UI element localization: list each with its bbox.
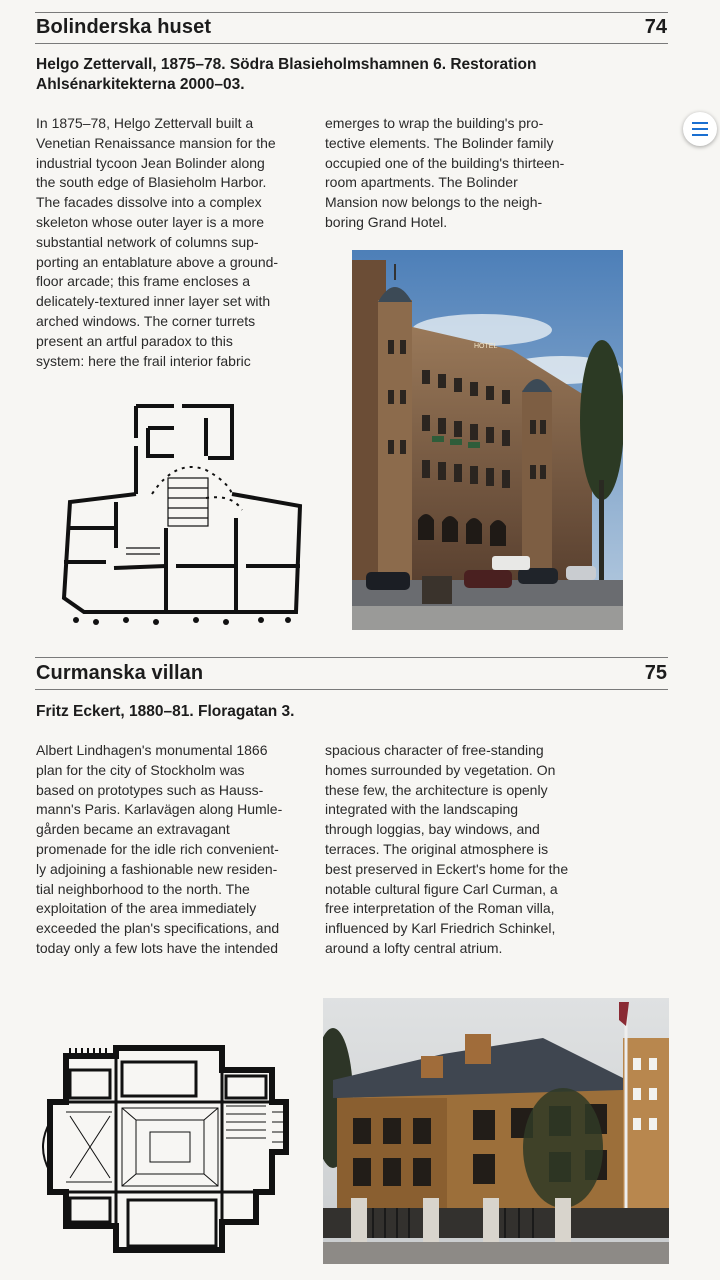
- text-line: influenced by Karl Friedrich Schinkel,: [325, 920, 556, 937]
- text-line: delicately-textured inner layer set with: [36, 293, 271, 310]
- text-line: promenade for the idle rich convenient-: [36, 840, 279, 857]
- text-line: through loggias, bay windows, and: [325, 821, 540, 838]
- text-line: arched windows. The corner turrets: [36, 312, 256, 329]
- text-line: today only a few lots have the intended: [36, 939, 279, 956]
- section-rule: [35, 657, 668, 658]
- text-line: skeleton whose outer layer is a more: [36, 213, 264, 230]
- text-line: the south edge of Blasieholm Harbor.: [36, 174, 267, 191]
- text-line: tial neighborhood to the north. The: [36, 880, 250, 897]
- text-line: system: here the frail interior fabric: [36, 352, 251, 369]
- floor-plan-74: [56, 398, 306, 630]
- text-column-right-74: [325, 114, 564, 233]
- text-line: plan for the city of Stockholm was: [36, 761, 245, 778]
- title-rule: [35, 689, 668, 690]
- floor-plan-75: [36, 1042, 292, 1258]
- top-rule: [35, 12, 668, 13]
- entry-number-74: 74: [644, 16, 667, 38]
- text-line: gården became an extravagant: [36, 821, 230, 838]
- text-line: In 1875–78, Helgo Zettervall built a: [36, 115, 254, 131]
- text-line: these few, the architecture is openly: [325, 781, 548, 798]
- text-line: based on prototypes such as Hauss-: [36, 781, 264, 798]
- text-line: room apartments. The Bolinder: [325, 174, 518, 191]
- text-line: terraces. The original atmosphere is: [325, 840, 549, 857]
- photo-sign-text: HOTEL: [474, 343, 498, 350]
- text-line: around a lofty central atrium.: [325, 939, 503, 956]
- meta-line: Fritz Eckert, 1880–81. Floragatan 3.: [36, 703, 295, 720]
- title-rule: [35, 43, 668, 44]
- text-line: tective elements. The Bolinder family: [325, 134, 554, 151]
- entry-title-74: Bolinderska huset: [36, 16, 212, 38]
- text-line: The facades dissolve into a complex: [36, 194, 262, 211]
- text-column-right-75: [325, 741, 568, 959]
- text-line: Albert Lindhagen's monumental 1866: [36, 742, 268, 758]
- menu-button[interactable]: [683, 112, 717, 146]
- entry-meta-74: [36, 55, 596, 95]
- text-line: free interpretation of the Roman villa,: [325, 900, 555, 917]
- text-column-left-74: [36, 114, 278, 371]
- text-line: spacious character of free-standing: [325, 742, 544, 758]
- text-line: industrial tycoon Jean Bolinder along: [36, 154, 265, 171]
- text-line: present an artful paradox to this: [36, 332, 233, 349]
- text-line: substantial network of columns sup-: [36, 233, 259, 250]
- meta-line: Ahlsénarkitekterna 2000–03.: [36, 76, 245, 93]
- text-line: exceeded the plan's specifications, and: [36, 920, 280, 937]
- text-column-left-75: [36, 741, 282, 959]
- text-line: Mansion now belongs to the neigh-: [325, 194, 543, 211]
- entry-title-75: Curmanska villan: [36, 662, 204, 684]
- text-line: occupied one of the building's thirteen-: [325, 154, 565, 171]
- menu-icon: [692, 122, 708, 136]
- text-line: integrated with the landscaping: [325, 801, 519, 818]
- text-line: exploitation of the area immediately: [36, 900, 257, 917]
- entry-meta-75: [36, 702, 596, 722]
- text-line: notable cultural figure Carl Curman, a: [325, 880, 558, 897]
- text-line: boring Grand Hotel.: [325, 213, 448, 230]
- entry-number-75: 75: [644, 662, 667, 684]
- photo-curman-villa: [323, 998, 669, 1264]
- text-line: mann's Paris. Karlavägen along Humle-: [36, 801, 283, 818]
- photo-bolinder-mansion: [352, 250, 623, 630]
- text-line: Venetian Renaissance mansion for the: [36, 134, 276, 151]
- text-line: floor arcade; this frame encloses a: [36, 273, 250, 290]
- text-line: ly adjoining a fashionable new residen-: [36, 860, 278, 877]
- text-line: porting an entablature above a ground-: [36, 253, 279, 270]
- meta-line: Helgo Zettervall, 1875–78. Södra Blasieholmshamnen 6. Restoration: [36, 56, 537, 73]
- text-line: homes surrounded by vegetation. On: [325, 761, 556, 778]
- text-line: best preserved in Eckert's home for the: [325, 860, 569, 877]
- text-line: emerges to wrap the building's pro-: [325, 115, 544, 131]
